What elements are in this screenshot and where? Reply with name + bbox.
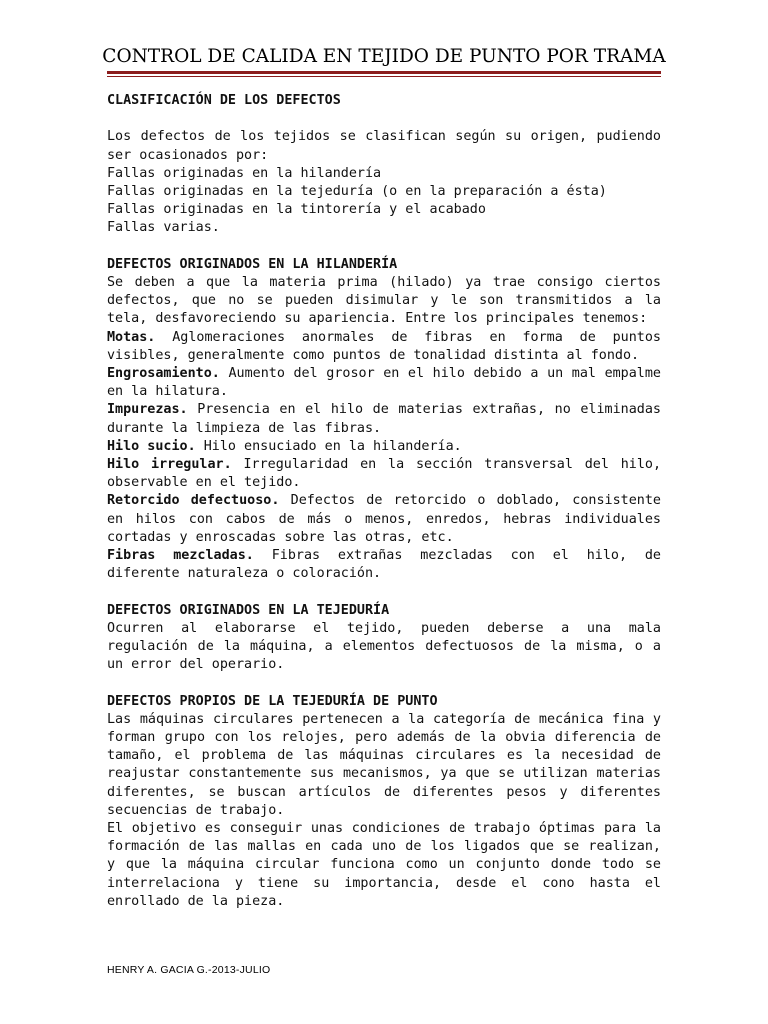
list-item: Fallas originadas en la hilandería [107, 165, 382, 181]
section-heading-tejeduria: DEFECTOS ORIGINADOS EN LA TEJEDURÍA [107, 602, 390, 618]
paragraph-punto-1: Las máquinas circulares pertenecen a la categoría de mecánica fina y forman grupo con los relojes, pero además de la obvia diferencia de tamaño, el problema de las máquinas circulares es la necesidad de reajustar constantemente sus mecanismos, ya que se utilizan materias diferentes, se buscan artículos de diferentes pesos y diferentes secuencias de trabajo. [107, 711, 661, 818]
defect-description: Defectos de retorcido o doblado, consistente en hilos con cabos de más o menos, enredos, hebras individuales cortadas y enroscadas sobre las otras, etc. [107, 493, 661, 545]
list-item: Fallas originadas en la tejeduría (o en la preparación a ésta) [107, 184, 607, 199]
defect-term: Motas. [107, 329, 156, 345]
defect-item [107, 401, 661, 437]
section-heading-hilanderia: DEFECTOS ORIGINADOS EN LA HILANDERÍA [107, 256, 398, 272]
defect-term: Impurezas. [107, 402, 188, 418]
paragraph-punto-2: El objetivo es conseguir unas condiciones de trabajo óptimas para la formación de las mallas en cada uno de los ligados que se realizan, y que la máquina circular funciona como un conjunto donde todo se interrelaciona y tiene su importancia, desde el cono hasta el enrollado de la pieza. [107, 821, 661, 909]
paragraph-tejeduria: Ocurren al elaborarse el tejido, pueden deberse a una mala regulación de la máquina, a elementos defectuosos de la misma, o a un error del operario. [107, 620, 661, 673]
list-item: Fallas varias. [107, 220, 220, 236]
paragraph-clasificacion-intro: Los defectos de los tejidos se clasifican según su origen, pudiendo ser ocasionados por: [107, 129, 661, 163]
defect-description: Presencia en el hilo de materias extrañas, no eliminadas durante la limpieza de las fibras. [107, 402, 661, 436]
defect-description: Aglomeraciones anormales de fibras en forma de puntos visibles, generalmente como puntos de tonalidad distinta al fondo. [107, 329, 661, 363]
list-item: Fallas originadas en la tintorería y el acabado [107, 202, 486, 218]
section-heading-punto: DEFECTOS PROPIOS DE LA TEJEDURÍA DE PUNTO [107, 693, 438, 709]
defect-item [107, 456, 661, 492]
defect-term: Hilo sucio. [107, 438, 196, 454]
page-footer: HENRY A. GACIA G.-2013-JULIO [107, 964, 271, 976]
defect-description: Fibras extrañas mezcladas con el hilo, de diferente naturaleza o coloración. [107, 548, 661, 582]
defect-item [107, 329, 661, 365]
defect-term: Fibras mezcladas. [107, 548, 254, 564]
header-rule-thin [107, 76, 661, 77]
defect-item [107, 492, 661, 547]
defect-item [107, 365, 661, 401]
defect-description: Irregularidad en la sección transversal del hilo, observable en el tejido. [107, 457, 662, 491]
defect-description: Hilo ensuciado en la hilandería. [195, 438, 462, 454]
page-title: CONTROL DE CALIDA EN TEJIDO DE PUNTO POR TRAMA [102, 46, 666, 67]
defect-term: Engrosamiento. [107, 366, 220, 382]
defect-term: Hilo irregular. [107, 457, 232, 473]
paragraph-hilanderia-intro: Se deben a que la materia prima (hilado) ya trae consigo ciertos defectos, que no se pueden disimular y le son transmitidos a la tela, desfavoreciendo su apariencia. Entre los principales tenemos: [107, 275, 661, 327]
defect-term: Retorcido defectuoso. [107, 493, 280, 509]
defect-description: Aumento del grosor en el hilo debido a un mal empalme en la hilatura. [107, 366, 661, 400]
header-rule-thick [107, 71, 661, 74]
defect-item [107, 438, 661, 456]
document-body [107, 92, 661, 911]
defect-item [107, 547, 661, 583]
section-heading-clasificacion: CLASIFICACIÓN DE LOS DEFECTOS [107, 93, 341, 108]
